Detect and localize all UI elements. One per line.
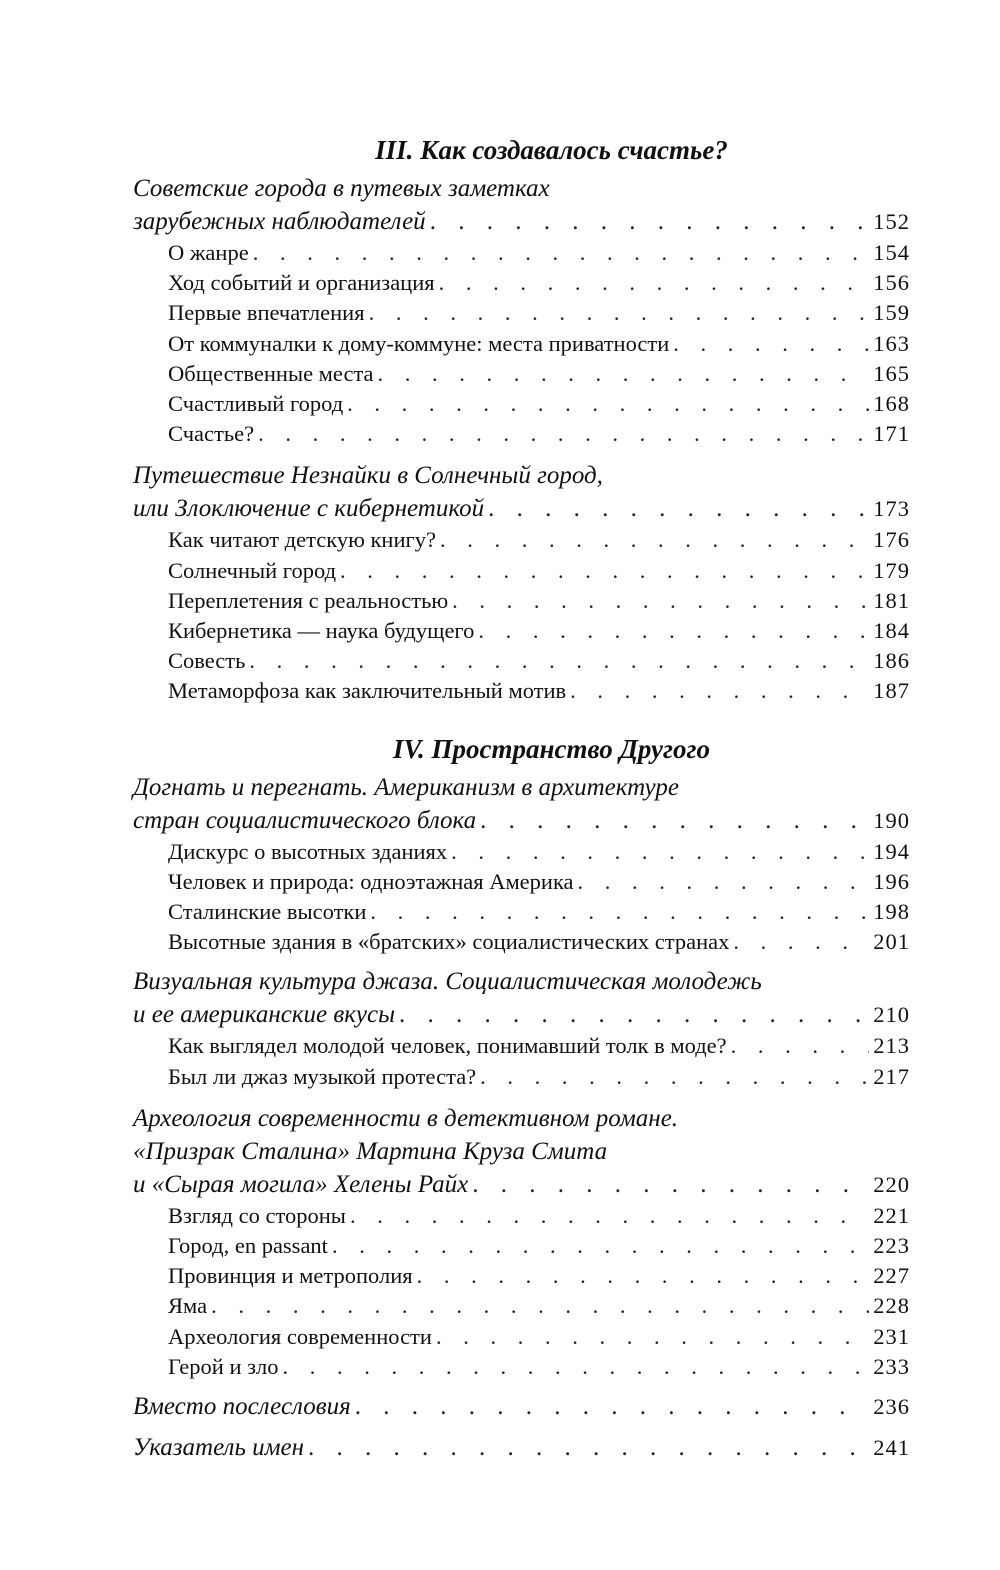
page-number: 176 bbox=[873, 527, 910, 553]
chapter-title-text: и ее американские вкусы bbox=[133, 1001, 396, 1029]
chapter-title-text: Вместо послесловия bbox=[133, 1393, 351, 1421]
page-number: 179 bbox=[873, 557, 910, 583]
chapter bbox=[133, 771, 910, 837]
part-title: IV. Пространство Другого bbox=[393, 733, 710, 764]
toc-entry bbox=[133, 556, 910, 586]
entry-label: Археология современности bbox=[168, 1323, 432, 1349]
toc-entry bbox=[133, 927, 910, 957]
dot-leader bbox=[480, 804, 869, 837]
dot-leader bbox=[452, 586, 869, 616]
chapter-title-line: «Призрак Сталина» Мартина Круза Смита bbox=[133, 1137, 608, 1165]
chapter bbox=[133, 1431, 910, 1464]
page-number: 227 bbox=[873, 1263, 910, 1289]
dot-leader bbox=[417, 1261, 870, 1291]
toc-entry bbox=[133, 419, 910, 449]
entry-label: Переплетения с реальностью bbox=[168, 587, 449, 613]
entry-label: Был ли джаз музыкой протеста? bbox=[168, 1063, 477, 1089]
chapter-title-line bbox=[133, 804, 910, 837]
dot-leader bbox=[673, 329, 869, 359]
toc-entry bbox=[133, 897, 910, 927]
dot-leader bbox=[258, 419, 869, 449]
dot-leader bbox=[430, 205, 870, 238]
page-number: 213 bbox=[873, 1033, 910, 1059]
toc-entry bbox=[133, 238, 910, 268]
page-number: 221 bbox=[873, 1202, 910, 1228]
chapter-title-line bbox=[133, 998, 910, 1031]
page-number: 154 bbox=[873, 240, 910, 265]
dot-leader bbox=[440, 525, 869, 555]
dot-leader bbox=[282, 1352, 869, 1382]
chapter-title-line: Советские города в путевых заметках bbox=[133, 175, 550, 202]
entry-label: Взгляд со стороны bbox=[168, 1202, 346, 1228]
part-title: III. Как создавалось счастье? bbox=[375, 135, 728, 165]
toc-entry bbox=[133, 586, 910, 616]
chapter-title-text: и «Сырая могила» Хелены Райх bbox=[133, 1170, 469, 1198]
table-of-contents bbox=[133, 128, 910, 1464]
dot-leader bbox=[369, 298, 870, 328]
entry-label: Метаморфоза как заключительный мотив bbox=[168, 678, 567, 704]
chapter bbox=[133, 1102, 910, 1201]
entry-label: Как выглядел молодой человек, понимавший толк в моде? bbox=[168, 1033, 727, 1059]
page-number: 223 bbox=[873, 1233, 910, 1259]
page-number: 184 bbox=[873, 618, 910, 644]
toc-entry bbox=[133, 1322, 910, 1352]
entry-label: Общественные места bbox=[168, 360, 374, 386]
page-number: 217 bbox=[873, 1063, 910, 1089]
dot-leader bbox=[439, 268, 870, 298]
toc-entry bbox=[133, 268, 910, 298]
toc-entry bbox=[133, 837, 910, 867]
toc-entry bbox=[133, 298, 910, 328]
chapter-title-text: стран социалистического блока bbox=[133, 806, 477, 834]
entry-label: Как читают детскую книгу? bbox=[168, 527, 436, 553]
page-number: 196 bbox=[873, 868, 910, 894]
page-number: 163 bbox=[873, 330, 910, 356]
page-number: 231 bbox=[873, 1323, 910, 1349]
page-number: 186 bbox=[873, 648, 910, 674]
dot-leader bbox=[733, 927, 869, 957]
chapter bbox=[133, 172, 910, 238]
chapter-title-line: Визуальная культура джаза. Социалистическая молодежь bbox=[133, 968, 762, 996]
page-number: 228 bbox=[873, 1293, 910, 1319]
toc-entry bbox=[133, 1261, 910, 1291]
dot-leader bbox=[347, 389, 869, 419]
page-number: 241 bbox=[873, 1435, 910, 1461]
toc-entry bbox=[133, 1201, 910, 1231]
dot-leader bbox=[355, 1390, 870, 1423]
entry-label: Дискурс о высотных зданиях bbox=[168, 838, 448, 864]
dot-leader bbox=[350, 1201, 869, 1231]
page-number: 201 bbox=[873, 929, 910, 955]
dot-leader bbox=[478, 616, 869, 646]
entry-label: Человек и природа: одноэтажная Америка bbox=[168, 868, 574, 894]
toc-entry bbox=[133, 525, 910, 555]
dot-leader bbox=[340, 556, 869, 586]
chapter-title-line: Путешествие Незнайки в Солнечный город, bbox=[133, 462, 603, 490]
dot-leader bbox=[480, 1062, 869, 1092]
entry-label: Ход событий и организация bbox=[168, 270, 435, 296]
chapter-title-line bbox=[133, 1168, 910, 1201]
dot-leader bbox=[370, 897, 869, 927]
page-number: 233 bbox=[873, 1353, 910, 1379]
entry-label: О жанре bbox=[168, 240, 249, 265]
chapter-title-text: или Злоключение с кибернетикой bbox=[133, 495, 485, 523]
dot-leader bbox=[731, 1031, 870, 1061]
toc-entry bbox=[133, 616, 910, 646]
entry-label: Солнечный город bbox=[168, 557, 337, 583]
entry-label: Высотные здания в «братских» социалистических странах bbox=[168, 929, 730, 955]
dot-leader bbox=[472, 1168, 869, 1201]
entry-label: Счастье? bbox=[168, 421, 255, 447]
page-number: 152 bbox=[873, 209, 910, 234]
page-number: 198 bbox=[873, 899, 910, 925]
dot-leader bbox=[332, 1231, 869, 1261]
chapter-title-line: Археология современности в детективном романе. bbox=[133, 1104, 679, 1132]
chapter-title-line bbox=[133, 205, 910, 238]
dot-leader bbox=[488, 492, 869, 525]
page-number: 210 bbox=[873, 1002, 910, 1028]
entry-label: Совесть bbox=[168, 648, 246, 674]
chapter bbox=[133, 965, 910, 1031]
dot-leader bbox=[399, 998, 869, 1031]
page-number: 181 bbox=[873, 587, 910, 613]
page-number: 165 bbox=[873, 360, 910, 386]
toc-entry bbox=[133, 1031, 910, 1061]
chapter bbox=[133, 459, 910, 525]
entry-label: Первые впечатления bbox=[168, 300, 365, 326]
dot-leader bbox=[378, 359, 870, 389]
toc-entry bbox=[133, 1291, 910, 1321]
toc-entry bbox=[133, 1231, 910, 1261]
page-number: 156 bbox=[873, 270, 910, 296]
page-number: 220 bbox=[873, 1171, 910, 1197]
toc-entry bbox=[133, 867, 910, 897]
chapter bbox=[133, 1390, 910, 1423]
entry-label: Город, en passant bbox=[168, 1233, 328, 1259]
entry-label: От коммуналки к дому-коммуне: места приватности bbox=[168, 330, 670, 356]
page-number: 168 bbox=[873, 391, 910, 417]
dot-leader bbox=[578, 867, 870, 897]
toc-entry bbox=[133, 329, 910, 359]
page-number: 159 bbox=[873, 300, 910, 326]
dot-leader bbox=[308, 1431, 869, 1464]
toc-entry bbox=[133, 1352, 910, 1382]
page-number: 236 bbox=[873, 1394, 910, 1420]
chapter-title-text: зарубежных наблюдателей bbox=[133, 208, 426, 235]
toc-entry bbox=[133, 359, 910, 389]
chapter-title-line bbox=[133, 1390, 910, 1423]
dot-leader bbox=[436, 1322, 869, 1352]
chapter-title-text: Указатель имен bbox=[133, 1434, 305, 1462]
page-number: 171 bbox=[873, 421, 910, 447]
dot-leader bbox=[249, 646, 869, 676]
toc-entry bbox=[133, 389, 910, 419]
dot-leader bbox=[451, 837, 869, 867]
entry-label: Счастливый город bbox=[168, 391, 344, 417]
chapter-title-line bbox=[133, 492, 910, 525]
chapter-title-line bbox=[133, 1431, 910, 1464]
chapter-title-line: Догнать и перегнать. Американизм в архитектуре bbox=[133, 773, 679, 801]
entry-label: Кибернетика — наука будущего bbox=[168, 618, 475, 644]
page-number: 190 bbox=[873, 807, 910, 833]
page-number: 194 bbox=[873, 838, 910, 864]
toc-entry bbox=[133, 646, 910, 676]
page-number: 187 bbox=[873, 678, 910, 704]
entry-label: Яма bbox=[168, 1293, 208, 1319]
toc-entry bbox=[133, 676, 910, 706]
dot-leader bbox=[570, 676, 869, 706]
page-number: 173 bbox=[873, 496, 910, 522]
dot-leader bbox=[253, 238, 870, 268]
entry-label: Сталинские высотки bbox=[168, 899, 367, 925]
entry-label: Герой и зло bbox=[168, 1353, 279, 1379]
toc-entry bbox=[133, 1062, 910, 1092]
dot-leader bbox=[211, 1291, 869, 1321]
entry-label: Провинция и метрополия bbox=[168, 1263, 413, 1289]
